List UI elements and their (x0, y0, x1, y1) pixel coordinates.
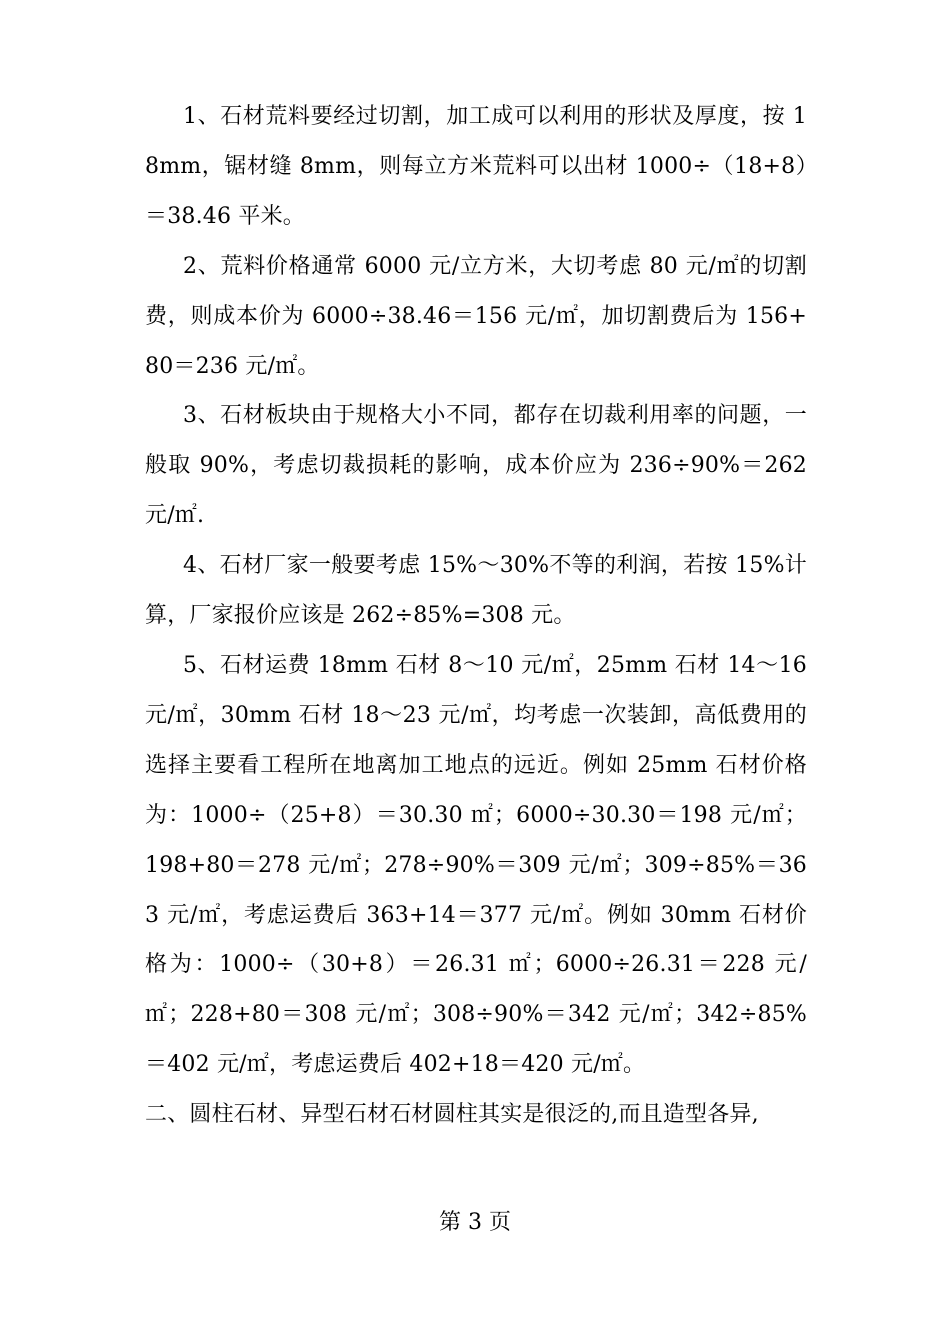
page-number: 第 3 页 (439, 1210, 511, 1235)
paragraph-3: 3、石材板块由于规格大小不同，都存在切裁利用率的问题，一般取 90%，考虑切裁损耗的影响，成本价应为 236÷90%＝262 元/㎡. (145, 403, 807, 529)
paragraph-1: 1、石材荒料要经过切割，加工成可以利用的形状及厚度，按 18mm，锯材缝 8mm，则每立方米荒料可以出材 1000÷（18+8）＝38.46 平米。 (145, 104, 807, 229)
document-body (145, 92, 807, 1140)
paragraph-4: 4、石材厂家一般要考虑 15%～30%不等的利润，若按 15%计算，厂家报价应该是 262÷85%=308 元。 (145, 553, 807, 629)
paragraph-5: 5、石材运费 18mm 石材 8～10 元/㎡，25mm 石材 14～16 元/㎡，30mm 石材 18～23 元/㎡，均考虑一次装卸，高低费用的选择主要看工程所在地离加工地点的远近。例如 25mm 石材价格为：1000÷（25+8）＝30.30 ㎡；6000÷30.30＝198 元/㎡；198+80＝278 元/㎡；278÷90%＝309 元/㎡；309÷85%＝363 元/㎡，考虑运费后 363+14＝377 元/㎡。例如 30mm 石材价格为：1000÷（30+8）＝26.31 ㎡；6000÷26.31＝228 元/㎡；228+80＝308 元/㎡；308÷90%＝342 元/㎡；342÷85%＝402 元/㎡，考虑运费后 402+18＝420 元/㎡。 (145, 652, 807, 1078)
section-heading-2: 二、圆柱石材、异型石材石材圆柱其实是很泛的,而且造型各异, (145, 1102, 759, 1128)
paragraph-2: 2、荒料价格通常 6000 元/立方米，大切考虑 80 元/㎡的切割费，则成本价为 6000÷38.46＝156 元/㎡，加切割费后为 156+80＝236 元/㎡。 (145, 253, 807, 379)
